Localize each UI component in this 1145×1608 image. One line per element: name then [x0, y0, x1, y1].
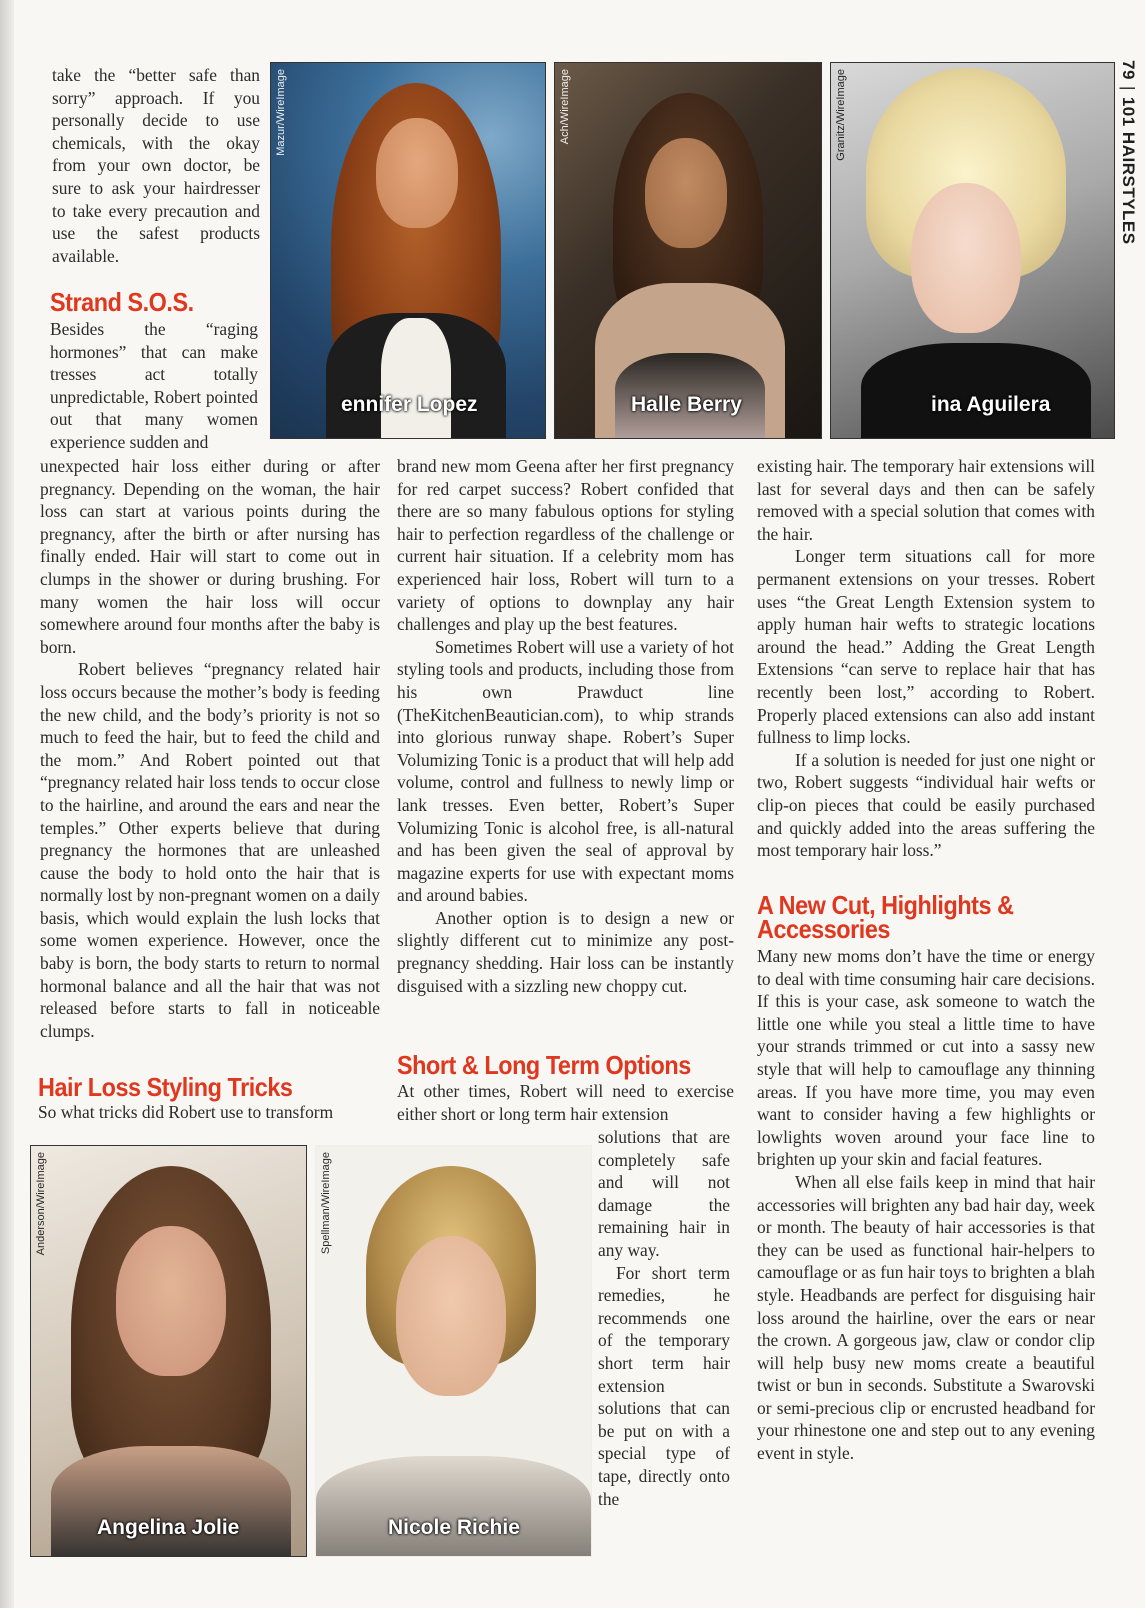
- photo-nicole-richie: [315, 1145, 592, 1557]
- column-1-intro: [52, 64, 260, 267]
- photo-credit: Ach/WireImage: [559, 69, 571, 145]
- photo-credit: Anderson/WireImage: [35, 1152, 47, 1256]
- column-2-extension-wide: [397, 1080, 734, 1125]
- photo-angelina-jolie: [30, 1145, 307, 1557]
- paragraph: solutions that are completely safe and will not damage the remaining hair in any way.: [598, 1127, 730, 1260]
- column-2-extension-narrow: [598, 1126, 730, 1510]
- paragraph: brand new mom Geena after her first pregnancy for red carpet success? Robert confided that there are so many fabulous options for styling hair to perfection regardless of the challenge or current hair situation. If a celebrity mom has experienced hair loss, Robert will turn to a variety of options to downplay any hair challenges and play up the best features.: [397, 456, 734, 635]
- section-title: 101 HAIRSTYLES: [1119, 96, 1138, 245]
- paragraph: take the “better safe than sorry” approach. If you personally decide to use chemicals, with the okay from your own doctor, be sure to ask your hairdresser to take every precaution and use the safest products available.: [52, 65, 260, 266]
- heading-hair-loss-styling-tricks: Hair Loss Styling Tricks: [38, 1072, 293, 1102]
- photo-credit: Spellman/WireImage: [320, 1152, 332, 1255]
- paragraph: Sometimes Robert will use a variety of hot styling tools and products, including those from his own Prawduct line (TheKitchenBeautician.com), to whip strands into glorious runway shape. Robert’s Super Volumizing Tonic is a product that will help add volume, control and fullness to newly limp or lank tresses. Even better, Robert’s Super Volumizing Tonic is alcohol free, is all-natural and has been given the seal of approval by magazine experts for use with expectant moms and around babies.: [397, 636, 734, 906]
- heading-new-cut-highlights-accessories: A New Cut, Highlights & Accessories: [757, 890, 1014, 944]
- paragraph: So what tricks did Robert use to transform: [38, 1102, 334, 1122]
- page-number: 79: [1119, 60, 1138, 80]
- paragraph: Another option is to design a new or slightly different cut to minimize any post-pregnancy shedding. Hair loss can be instantly disguised with a sizzling new choppy cut.: [397, 907, 734, 996]
- paragraph: Many new moms don’t have the time or energy to deal with time consuming hair care decisions. If this is your case, ask someone to watch the little one while you steal a little time to have your strands trimmed or cut into a sassy new style that will help to camouflage any thinning areas. If you have more time, you may even want to consider having a few highlights or lowlights woven around your face line to brighten up your skin and facial features.: [757, 946, 1095, 1170]
- photo-caption: Halle Berry: [631, 393, 742, 416]
- column-3-body: [757, 455, 1095, 862]
- paragraph: Besides the “raging hormones” that can make tresses act totally unpredictable, Robert pointed out that many women experience sudden and: [50, 319, 258, 452]
- paragraph: For short term remedies, he recommends one of the temporary short term hair extension solutions that can be put on with a special type of tape, directly onto the: [598, 1262, 730, 1509]
- paragraph: Longer term situations call for more permanent extensions on your tresses. Robert uses “the Great Length Extension system to apply human hair wefts to strategic locations around the head.” Adding the Great Length Extensions “can serve to replace hair that has recently been lost,” according to Robert. Properly placed extensions can also add instant fullness to limp locks.: [757, 546, 1095, 748]
- paragraph: Robert believes “pregnancy related hair loss occurs because the mother’s body is feeding the new child, and the body’s priority is not so much to feed the hair, but to feed the child and the mom.” And Robert pointed out that “pregnancy related hair loss tends to occur close to the hairline, and around the ears and near the temples.” Other experts believe that during pregnancy the hormones that are unleashed cause the body to hold onto the hair that is normally lost by non-pregnant women on a daily basis, which would explain the lush locks that some women experience. However, once the baby is born, the body starts to return to normal hormonal balance and all the hair that was not released before starts to fall in noticeable clumps.: [40, 659, 380, 1041]
- running-head: [1118, 60, 1138, 245]
- running-head-separator: |: [1119, 85, 1138, 91]
- paragraph: unexpected hair loss either during or after pregnancy. Depending on the woman, the hair loss can start at various points during the pregnancy, after the birth or after nursing has finally ended. Hair will start to come out in clumps in the shower or during brushing. For many women the hair loss will occur somewhere around four months after the baby is born.: [40, 456, 380, 657]
- column-1-tricks: [38, 1101, 383, 1124]
- photo-caption: ina Aguilera: [931, 393, 1051, 416]
- photo-caption: ennifer Lopez: [341, 393, 478, 416]
- photo-credit: Granitz/WireImage: [835, 69, 847, 161]
- paragraph: At other times, Robert will need to exercise either short or long term hair extension: [397, 1081, 734, 1124]
- paragraph: existing hair. The temporary hair extensions will last for several days and then can be safely removed with a special solution that comes with the hair.: [757, 456, 1095, 544]
- column-1-strand-narrow: [50, 318, 258, 454]
- photo-credit: Mazur/WireImage: [275, 69, 287, 156]
- heading-short-long-term-options: Short & Long Term Options: [397, 1050, 691, 1080]
- heading-strand-sos: Strand S.O.S.: [50, 287, 194, 317]
- photo-christina-aguilera: [830, 62, 1115, 439]
- photo-halle-berry: [554, 62, 822, 439]
- column-1-body: [40, 455, 380, 1042]
- binding-fold: [0, 0, 14, 1608]
- paragraph: When all else fails keep in mind that hair accessories will brighten any bad hair day, week or month. The beauty of hair accessories is that they can be used as functional hair-helpers to camouflage or as fun hair toys to brighten a blah style. Headbands are perfect for disguising hair loss around the hairline, over the ears or near the crown. A gorgeous jaw, claw or condor clip will help busy new moms create a beautiful twist or bun in seconds. Substitute a Swarovski or semi-precious clip or encrusted headband for your rhinestone one and step out to any evening event in style.: [757, 1171, 1095, 1464]
- paragraph: If a solution is needed for just one night or two, Robert suggests “individual hair wefts or clip-on pieces that could be easily purchased and quickly added into the areas suffering the most temporary hair loss.”: [757, 749, 1095, 861]
- photo-jennifer-lopez: [270, 62, 546, 439]
- column-2-body: [397, 455, 734, 997]
- photo-caption: Angelina Jolie: [97, 1516, 240, 1539]
- column-3-accessories: [757, 945, 1095, 1465]
- photo-caption: Nicole Richie: [388, 1516, 520, 1539]
